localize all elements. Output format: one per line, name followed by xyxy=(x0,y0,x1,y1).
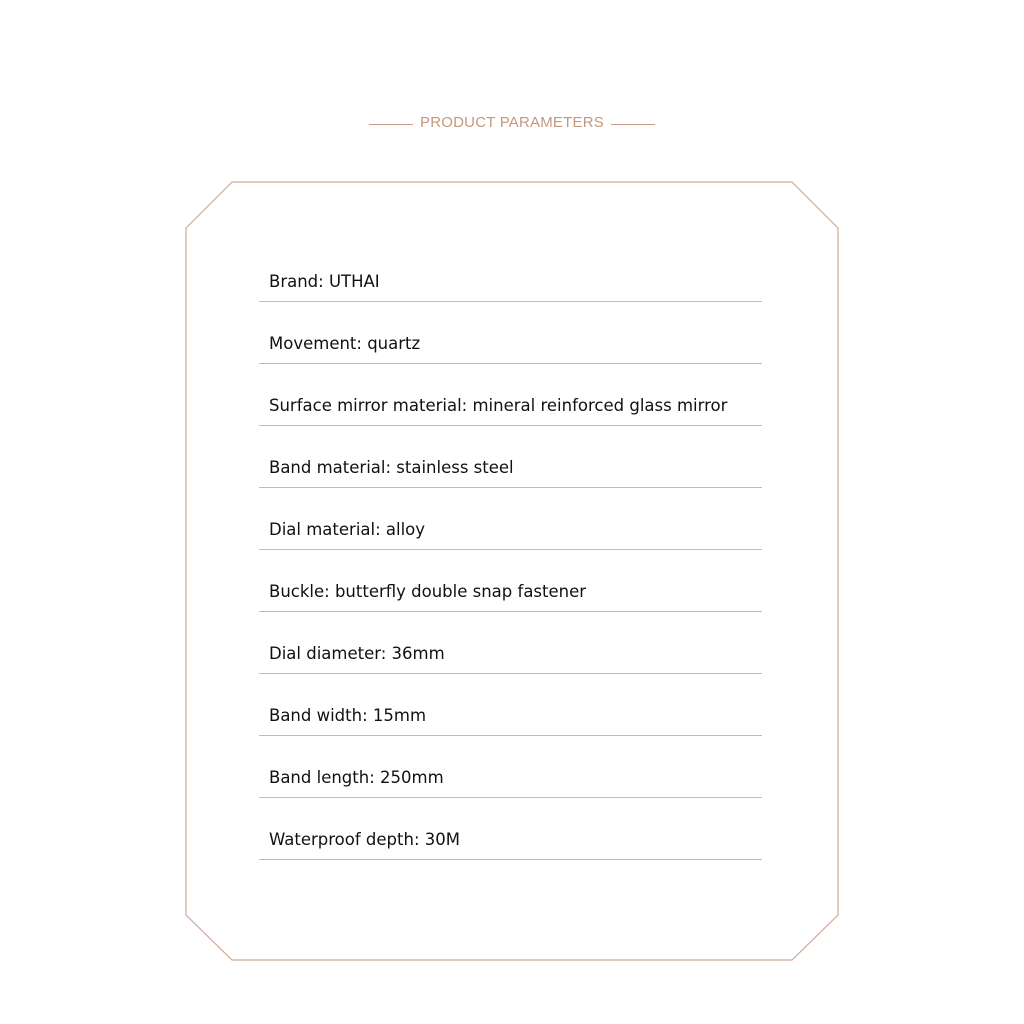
parameter-brand: Brand: UTHAI xyxy=(269,272,380,291)
parameter-row xyxy=(259,364,762,426)
parameter-surface-mirror: Surface mirror material: mineral reinforced glass mirror xyxy=(269,396,728,415)
parameter-row xyxy=(259,736,762,798)
parameter-movement: Movement: quartz xyxy=(269,334,421,353)
parameter-row xyxy=(259,426,762,488)
parameter-row xyxy=(259,302,762,364)
parameter-row xyxy=(259,240,762,302)
parameter-buckle: Buckle: butterfly double snap fastener xyxy=(269,582,587,601)
parameter-row xyxy=(259,674,762,736)
parameters-list xyxy=(259,240,762,860)
parameter-dial-material: Dial material: alloy xyxy=(269,520,426,539)
parameter-row xyxy=(259,612,762,674)
parameter-waterproof-depth: Waterproof depth: 30M xyxy=(269,830,460,849)
parameter-row xyxy=(259,488,762,550)
parameter-band-material: Band material: stainless steel xyxy=(269,458,514,477)
parameter-row xyxy=(259,550,762,612)
parameter-row xyxy=(259,798,762,860)
section-title: PRODUCT PARAMETERS xyxy=(420,114,604,131)
parameter-band-width: Band width: 15mm xyxy=(269,706,427,725)
parameter-dial-diameter: Dial diameter: 36mm xyxy=(269,644,445,663)
parameter-band-length: Band length: 250mm xyxy=(269,768,444,787)
